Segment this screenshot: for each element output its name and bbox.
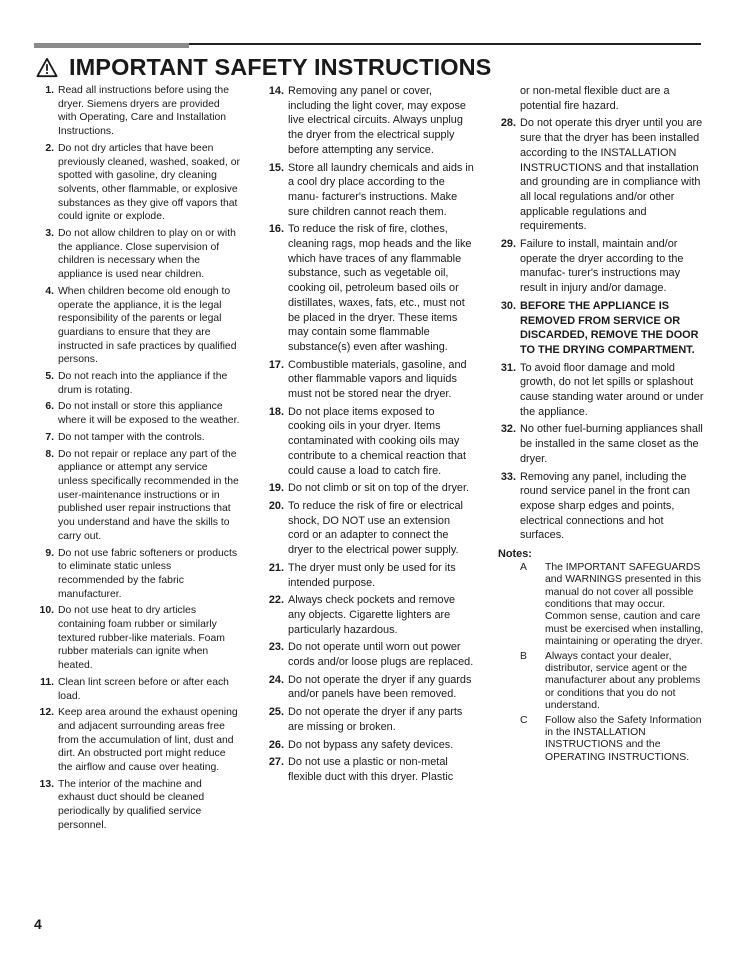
- instruction-item: [264, 705, 474, 734]
- note-item: [496, 715, 706, 765]
- instruction-item: [264, 481, 474, 496]
- item-number: 14.: [268, 85, 284, 97]
- instruction-item: [496, 470, 706, 544]
- item-number: 10.: [39, 605, 54, 617]
- item-number: 31.: [500, 361, 516, 374]
- instruction-item: [264, 738, 474, 753]
- instruction-item: [264, 499, 474, 558]
- note-item: [496, 651, 706, 713]
- item-number: 4.: [45, 285, 54, 297]
- item-number: 28.: [500, 117, 516, 130]
- item-text: Combustible materials, gasoline, and other flammable vapors and liquids must not be stored near the dryer.: [288, 358, 467, 401]
- item-number: 7.: [45, 431, 54, 443]
- item-number: 12.: [39, 707, 54, 719]
- item-number: 20.: [268, 499, 284, 512]
- instructions-column-1: [34, 84, 240, 836]
- item-text: Do not reach into the appliance if the drum is rotating.: [58, 371, 228, 396]
- item-text: Do not dry articles that have been previously cleaned, washed, soaked, or spotted with gasoline, dry cleaning solvents, other flammable, or explosive substances as they give off vapors that could ignite or explode.: [58, 142, 240, 223]
- instruction-item: [264, 161, 474, 220]
- instruction-item: [264, 561, 474, 590]
- instruction-item: [34, 547, 240, 602]
- instruction-item: [34, 84, 240, 139]
- item-number: 8.: [45, 448, 54, 460]
- item-text: Do not allow children to play on or with the appliance. Close supervision of children is necessary when the appliance is used near children.: [58, 228, 236, 281]
- note-letter: C: [520, 714, 528, 726]
- instruction-item: [264, 755, 474, 784]
- page-title-text: IMPORTANT SAFETY INSTRUCTIONS: [69, 54, 492, 80]
- item-text: Removing any panel or cover, including the light cover, may expose live electrical circuits. Always unplug the dryer from the electrical supply before attempting any service.: [288, 85, 466, 156]
- instruction-item: [34, 431, 240, 445]
- instruction-item: [34, 400, 240, 427]
- instruction-item: [34, 370, 240, 397]
- item-text: Keep area around the exhaust opening and adjacent surrounding areas free from the accumulation of lint, dust and dirt. An obstructed port might reduce the airflow and cause over heating.: [58, 707, 238, 774]
- item-number: 18.: [268, 405, 284, 418]
- item-text: Do not climb or sit on top of the dryer.: [288, 482, 469, 495]
- item-text: Removing any panel, including the round service panel in the front can expose sharp edges and points, electrical connections and hot surfaces.: [520, 470, 691, 542]
- item-text: The dryer must only be used for its intended purpose.: [288, 561, 456, 589]
- item-number: 3.: [45, 228, 54, 240]
- item-text: Do not use heat to dry articles containing foam rubber or similarly textured rubber-like materials. Foam rubber materials can ignite when heated.: [58, 605, 225, 672]
- item-number: 17.: [268, 358, 284, 371]
- note-text: Follow also the Safety Information in the INSTALLATION INSTRUCTIONS and the OPERATING INSTRUCTIONS.: [545, 714, 702, 763]
- item-text: No other fuel-burning appliances shall be installed in the same closet as the dryer.: [520, 423, 703, 465]
- item-text: Store all laundry chemicals and aids in a cool dry place according to the manu- facturer's instructions. Make sure children cannot reach them.: [288, 161, 474, 218]
- continued-text: or non-metal flexible duct are a potential fire hazard.: [520, 85, 670, 112]
- item-text: BEFORE THE APPLIANCE IS REMOVED FROM SERVICE OR DISCARDED, REMOVE THE DOOR TO THE DRYING COMPARTMENT.: [520, 299, 699, 356]
- note-letter: B: [520, 650, 527, 662]
- item-text: Clean lint screen before or after each load.: [58, 676, 229, 702]
- instruction-item: [264, 640, 474, 669]
- instruction-item: [34, 142, 240, 224]
- page-title: [34, 54, 514, 81]
- item-number: 13.: [39, 778, 54, 790]
- item-text: Do not operate the dryer if any guards and/or panels have been removed.: [288, 673, 472, 701]
- item-number: 9.: [45, 547, 54, 559]
- instruction-item: [34, 778, 240, 833]
- item-number: 24.: [268, 673, 284, 686]
- item-text: Do not place items exposed to cooking oils in your dryer. Items contaminated with cooking oils may contribute to a chemical reaction that could cause a load to catch fire.: [288, 405, 466, 477]
- instructions-column-3: [496, 84, 706, 766]
- item-text: Do not use fabric softeners or products to eliminate static unless recommended by the fabric manufacturer.: [58, 547, 238, 600]
- instruction-item: [264, 405, 474, 479]
- instruction-item: [264, 358, 474, 402]
- item-number: 26.: [268, 738, 284, 751]
- item-number: 19.: [268, 482, 284, 495]
- page-number: 4: [34, 916, 42, 932]
- instruction-item: [496, 299, 706, 358]
- item-number: 11.: [40, 676, 54, 688]
- item-text: Do not operate until worn out power cords and/or loose plugs are replaced.: [288, 641, 474, 669]
- item-number: 27.: [268, 756, 284, 769]
- instructions-column-2: [264, 84, 474, 788]
- note-paragraph: Common sense, caution and care must be exercised when installing, maintaining or operating the dryer.: [545, 611, 704, 648]
- item-text: When children become old enough to operate the appliance, it is the legal responsibility of the parents or legal guardians to ensure that they are instructed in safe practices by qualified persons.: [58, 285, 237, 366]
- item-number: 23.: [268, 641, 284, 654]
- item-number: 2.: [45, 142, 54, 154]
- item-text: Do not install or store this appliance where it will be exposed to the weather.: [58, 401, 240, 427]
- instruction-item: [496, 422, 706, 466]
- note-text: Always contact your dealer, distributor, service agent or the manufacturer about any problems or conditions that you do not understand.: [545, 650, 701, 712]
- notes-heading: Notes:: [498, 548, 532, 561]
- instruction-item: [264, 84, 474, 158]
- item-number: 5.: [45, 371, 54, 383]
- note-item: [496, 562, 706, 649]
- instruction-item: [34, 285, 240, 367]
- instruction-item: [34, 676, 240, 703]
- item-text: The interior of the machine and exhaust duct should be cleaned periodically by qualified service personnel.: [58, 778, 205, 831]
- item-text: Do not tamper with the controls.: [58, 431, 205, 443]
- item-number: 6.: [45, 401, 54, 413]
- item-number: 22.: [268, 594, 284, 607]
- item-number: 16.: [268, 223, 284, 236]
- item-number: 29.: [500, 238, 516, 251]
- item-number: 30.: [500, 299, 516, 312]
- item-number: 15.: [268, 161, 284, 174]
- instruction-item: [264, 673, 474, 702]
- item-text: Read all instructions before using the dryer. Siemens dryers are provided with Operating, Care and Installation Instructions.: [58, 85, 229, 138]
- instruction-item: [34, 448, 240, 544]
- instruction-item: [34, 227, 240, 282]
- item-text: To reduce the risk of fire, clothes, cleaning rags, mop heads and the like which have traces of any flammable substance, such as vegetable oil, cooking oil, petroleum based oils or distillates, waxes, fats, etc., must not be placed in the dryer. These items may contain some flammable substance(s) even after washing.: [288, 223, 472, 353]
- note-paragraph: The IMPORTANT SAFEGUARDS and WARNINGS presented in this manual do not cover all possible conditions that may occur.: [545, 561, 702, 611]
- instruction-item: [496, 237, 706, 296]
- instruction-item: [496, 361, 706, 420]
- item-number: 32.: [500, 423, 516, 436]
- item-text: To avoid floor damage and mold growth, do not let spills or splashout cause standing water around or under the appliance.: [520, 361, 704, 418]
- item-text: To reduce the risk of fire or electrical shock, DO NOT use an extension cord or an adapter to connect the dryer to the electrical power supply.: [288, 499, 463, 557]
- note-text: [545, 562, 706, 649]
- item-text: Do not bypass any safety devices.: [288, 738, 454, 751]
- note-letter: A: [520, 561, 527, 573]
- item-number: 25.: [268, 706, 284, 719]
- item-text: Do not operate the dryer if any parts are missing or broken.: [288, 706, 463, 733]
- instruction-item: [34, 706, 240, 775]
- item-number: 33.: [500, 470, 516, 483]
- instruction-item: [264, 593, 474, 637]
- instruction-item: [496, 116, 706, 234]
- warning-triangle-icon: [36, 57, 58, 78]
- item-text: Do not operate this dryer until you are sure that the dryer has been installed according to the INSTALLATION INSTRUCTIONS and that installation and grounding are in compliance with all local regulations and/or other applicable regulations and requirements.: [520, 117, 703, 233]
- item-text: Do not repair or replace any part of the appliance or attempt any service unless specifically recommended in the user-maintenance instructions or in published user repair instructions that you understand and have the skills to carry out.: [58, 448, 239, 542]
- item-number: 1.: [45, 85, 54, 96]
- item-text: Failure to install, maintain and/or operate the dryer according to the manufac- turer's instructions may result in injury and/or damage.: [520, 238, 684, 295]
- instruction-item: [264, 222, 474, 354]
- item-text: Always check pockets and remove any objects. Cigarette lighters are particularly hazardous.: [288, 594, 456, 636]
- item-text: Do not use a plastic or non-metal flexible duct with this dryer. Plastic: [288, 756, 454, 783]
- item-number: 21.: [268, 561, 284, 574]
- header-accent-bar: [34, 43, 189, 48]
- instruction-item: [34, 604, 240, 673]
